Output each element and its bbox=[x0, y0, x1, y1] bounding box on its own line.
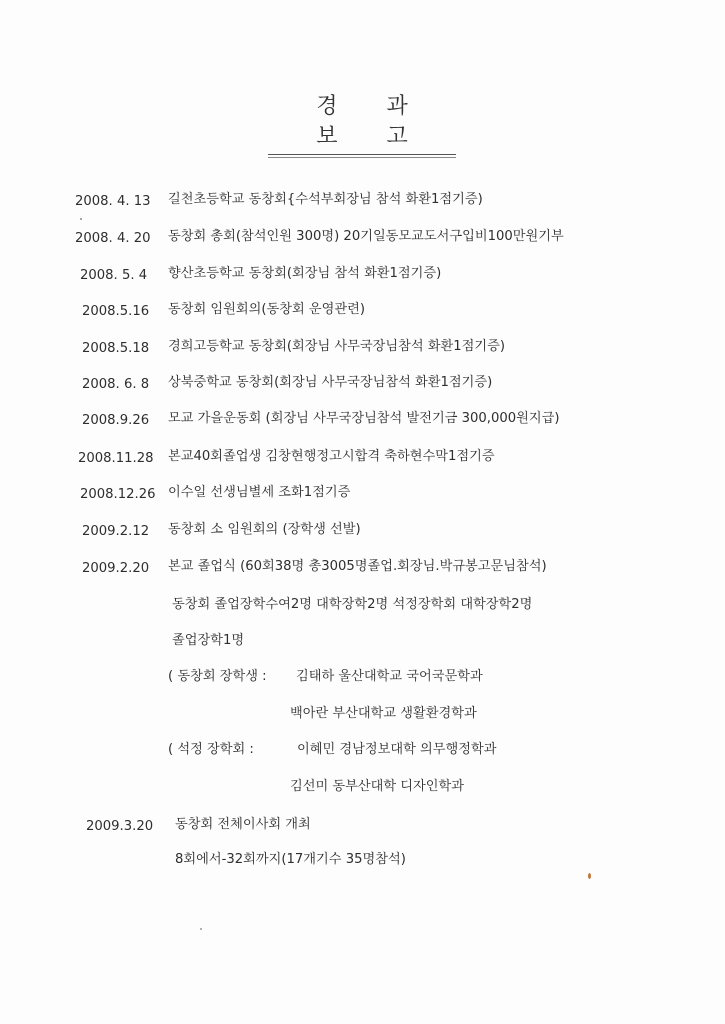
scan-speck bbox=[200, 928, 202, 930]
entry-text: 본교40회졸업생 김창현행정고시합격 축하현수막1점기증 bbox=[168, 449, 495, 464]
entry-date: 2008. 4. 20 bbox=[75, 231, 151, 246]
scholar-name: 김태하 울산대학교 국어국문학과 bbox=[296, 669, 483, 684]
entry-text: 향산초등학교 동창회(회장님 참석 화환1점기증) bbox=[168, 266, 442, 281]
scholar-label: ( 석정 장학회 : bbox=[168, 742, 254, 757]
entry-date: 2008.12.26 bbox=[80, 487, 156, 502]
entry-date: 2009.2.12 bbox=[82, 524, 150, 539]
entry-text: 본교 졸업식 (60회38명 총3005명졸업.회장님.박규봉고문님참석) bbox=[168, 559, 547, 574]
entry-text: 동창회 전체이사회 개최 bbox=[175, 817, 311, 832]
scholar-label: ( 동창회 장학생 : bbox=[168, 669, 267, 684]
entry-date: 2008. 6. 8 bbox=[82, 377, 150, 392]
entry-text: 동창회 소 임원회의 (장학생 선발) bbox=[168, 522, 361, 537]
continuation-line: 졸업장학1명 bbox=[172, 633, 245, 648]
entry-text: 이수일 선생님별세 조화1점기증 bbox=[168, 485, 351, 500]
entry-date: 2008.5.18 bbox=[82, 341, 150, 356]
entry-text: 상북중학교 동창회(회장님 사무국장님참석 화환1점기증) bbox=[168, 375, 493, 390]
page-title: 경 과 보 고 bbox=[316, 94, 429, 149]
scholar-name: 김선미 동부산대학 디자인학과 bbox=[290, 779, 464, 794]
entry-date: 2008.5.16 bbox=[82, 304, 150, 319]
entry-subtext: 8회에서-32회까지(17개기수 35명참석) bbox=[175, 852, 406, 867]
title-block bbox=[268, 92, 456, 158]
scan-speck bbox=[80, 218, 82, 220]
entry-text: 경희고등학교 동창회(회장님 사무국장님참석 화환1점기증) bbox=[168, 339, 505, 354]
entry-date: 2009.2.20 bbox=[82, 561, 150, 576]
entry-text: 길천초등학교 동창회{수석부회장님 참석 화환1점기증) bbox=[168, 192, 483, 207]
scholar-name: 이혜민 경남정보대학 의무행정학과 bbox=[297, 742, 497, 757]
scan-speck bbox=[588, 873, 591, 879]
entry-date: 2008. 5. 4 bbox=[80, 268, 148, 283]
continuation-line: 동창회 졸업장학수여2명 대학장학2명 석정장학회 대학장학2명 bbox=[172, 597, 533, 612]
entry-date: 2008. 4. 13 bbox=[75, 194, 151, 209]
title-underline bbox=[268, 154, 456, 158]
entry-text: 동창회 총회(참석인원 300명) 20기일동모교도서구입비100만원기부 bbox=[168, 229, 564, 244]
entry-date: 2008.11.28 bbox=[78, 451, 154, 466]
scholar-name: 백아란 부산대학교 생활환경학과 bbox=[290, 706, 477, 721]
entry-date: 2008.9.26 bbox=[82, 413, 150, 428]
entry-text: 모교 가을운동회 (회장님 사무국장님참석 발전기금 300,000원지급) bbox=[168, 411, 560, 426]
entry-date: 2009.3.20 bbox=[86, 819, 154, 834]
entry-text: 동창회 임원회의(동창회 운영관련) bbox=[168, 302, 366, 317]
